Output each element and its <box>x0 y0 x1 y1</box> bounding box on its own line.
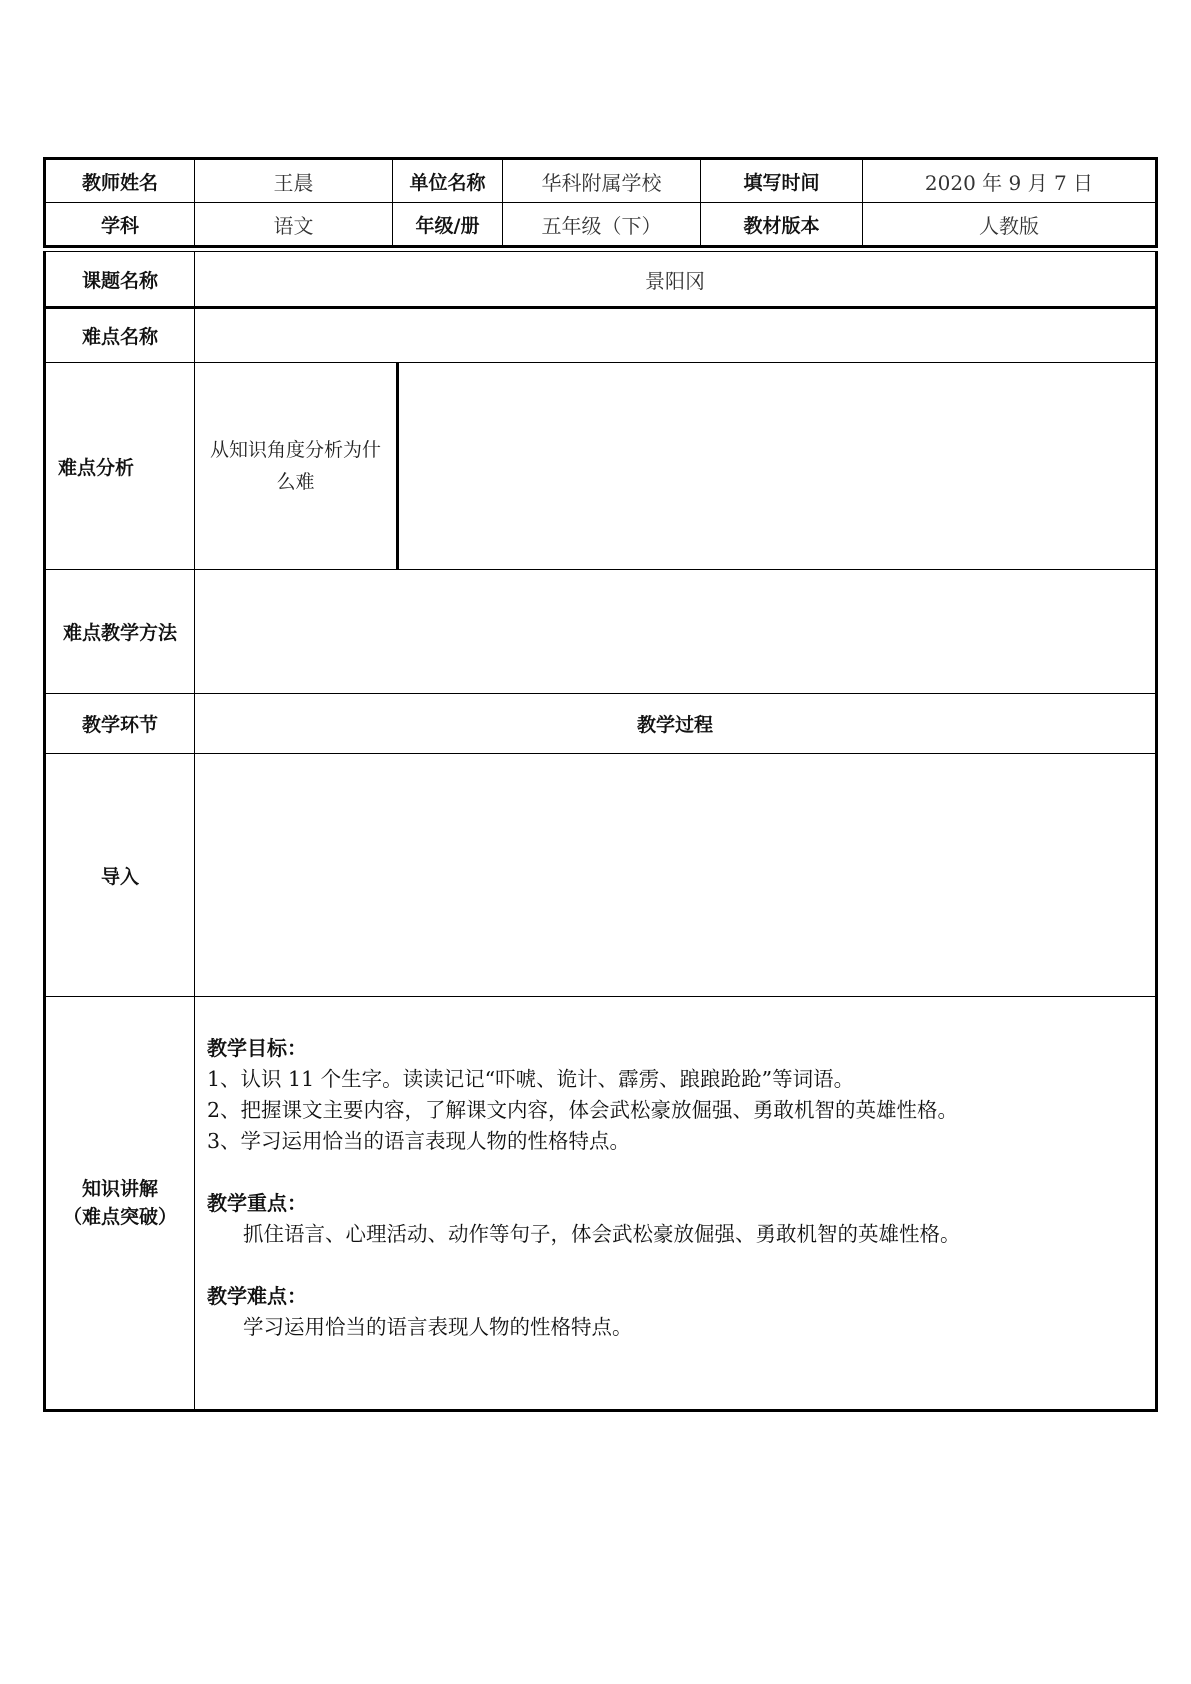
teacher-value: 王晨 <box>195 159 393 203</box>
goals-title: 教学目标： <box>207 1036 307 1060</box>
topic-value: 景阳冈 <box>195 252 1157 308</box>
body-table <box>43 251 1158 1412</box>
method-label: 难点教学方法 <box>45 570 195 694</box>
key-text: 抓住语言、心理活动、动作等句子，体会武松豪放倔强、勇敢机智的英雄性格。 <box>243 1222 961 1246</box>
date-value: 2020 年 9 月 7 日 <box>863 159 1157 203</box>
hard-text: 学习运用恰当的语言表现人物的性格特点。 <box>243 1315 633 1339</box>
grade-label: 年级/册 <box>393 203 503 247</box>
grade-value: 五年级（下） <box>503 203 701 247</box>
difficulty-analysis-label: 难点分析 <box>45 363 195 570</box>
goal-item: 2、把握课文主要内容，了解课文内容，体会武松豪放倔强、勇敢机智的英雄性格。 <box>207 1098 959 1122</box>
date-label: 填写时间 <box>701 159 863 203</box>
edition-value: 人教版 <box>863 203 1157 247</box>
analysis-value <box>398 363 1157 570</box>
unit-label: 单位名称 <box>393 159 503 203</box>
stage-label: 教学环节 <box>45 694 195 754</box>
hard-title: 教学难点： <box>207 1284 307 1308</box>
goal-item: 1、认识 11 个生字。读读记记“吓唬、诡计、霹雳、踉踉跄跄”等词语。 <box>207 1067 855 1091</box>
intro-value <box>195 754 1157 997</box>
teacher-label: 教师姓名 <box>45 159 195 203</box>
difficulty-name-value <box>195 308 1157 363</box>
knowledge-content <box>195 997 1157 1411</box>
edition-label: 教材版本 <box>701 203 863 247</box>
analysis-question: 从知识角度分析为什么难 <box>195 363 398 570</box>
lesson-plan-sheet <box>43 157 1155 1412</box>
difficulty-name-label: 难点名称 <box>45 308 195 363</box>
knowledge-label-line2: （难点突破） <box>62 1206 177 1228</box>
goal-item: 3、学习运用恰当的语言表现人物的性格特点。 <box>207 1129 631 1153</box>
topic-label: 课题名称 <box>45 252 195 308</box>
subject-label: 学科 <box>45 203 195 247</box>
subject-value: 语文 <box>195 203 393 247</box>
knowledge-label-line1: 知识讲解 <box>81 1178 158 1200</box>
knowledge-label <box>45 997 195 1411</box>
intro-label: 导入 <box>45 754 195 997</box>
unit-value: 华科附属学校 <box>503 159 701 203</box>
key-title: 教学重点： <box>207 1191 307 1215</box>
method-value <box>195 570 1157 694</box>
header-table <box>43 157 1158 248</box>
process-label: 教学过程 <box>195 694 1157 754</box>
